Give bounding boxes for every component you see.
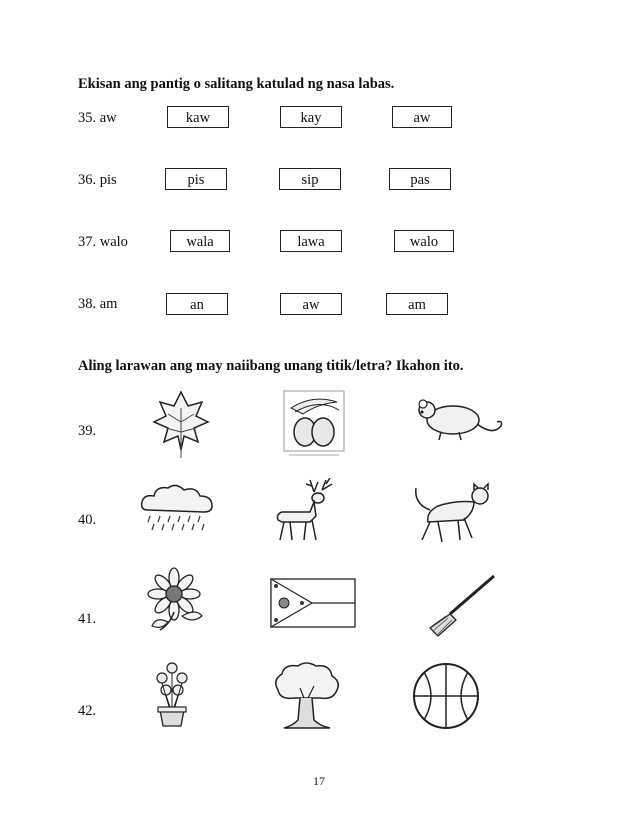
leaf-picture[interactable]	[150, 388, 212, 460]
mango-picture[interactable]	[283, 390, 345, 458]
ball-picture[interactable]	[410, 660, 482, 732]
sunflower-icon	[142, 566, 208, 636]
item-36-label: 36. pis	[78, 172, 117, 188]
item-35-label: 35. aw	[78, 110, 117, 126]
mango-icon	[283, 390, 345, 458]
item-38-label: 38. am	[78, 296, 118, 312]
item-36-choice-1[interactable]: pis	[165, 168, 227, 190]
philippine-flag-picture[interactable]	[270, 578, 356, 628]
broom-picture[interactable]	[424, 572, 500, 638]
leaf-icon	[150, 388, 212, 460]
ball-icon	[410, 660, 482, 732]
item-38-choice-3[interactable]: am	[386, 293, 448, 315]
item-37-choice-2[interactable]: lawa	[280, 230, 342, 252]
item-39-label: 39.	[78, 423, 97, 439]
cat-picture[interactable]	[406, 482, 496, 546]
item-42-label: 42.	[78, 703, 97, 719]
rose-pot-picture[interactable]	[136, 660, 208, 734]
item-40-label: 40.	[78, 512, 97, 528]
cat-icon	[406, 482, 496, 546]
mouse-picture[interactable]	[413, 396, 505, 446]
item-38-choice-2[interactable]: aw	[280, 293, 342, 315]
item-37-choice-3[interactable]: walo	[394, 230, 454, 252]
item-36-choice-2[interactable]: sip	[279, 168, 341, 190]
deer-picture[interactable]	[270, 478, 342, 544]
item-41-label: 41.	[78, 611, 97, 627]
broom-icon	[424, 572, 500, 638]
tree-icon	[270, 660, 344, 732]
item-37-choice-1[interactable]: wala	[170, 230, 230, 252]
tree-picture[interactable]	[270, 660, 344, 732]
mouse-icon	[413, 396, 505, 446]
sunflower-picture[interactable]	[142, 566, 208, 636]
page-number: 17	[313, 774, 325, 788]
item-35-choice-2[interactable]: kay	[280, 106, 342, 128]
item-37-label: 37. walo	[78, 234, 128, 250]
philippine-flag-icon	[270, 578, 356, 628]
item-35-choice-1[interactable]: kaw	[167, 106, 229, 128]
rain-cloud-picture[interactable]	[138, 482, 218, 534]
deer-icon	[270, 478, 342, 544]
item-38-choice-1[interactable]: an	[166, 293, 228, 315]
section2-instruction: Aling larawan ang may naiibang unang titik/letra? Ikahon ito.	[78, 358, 464, 374]
item-35-choice-3[interactable]: aw	[392, 106, 452, 128]
section1-instruction: Ekisan ang pantig o salitang katulad ng nasa labas.	[78, 76, 395, 92]
item-36-choice-3[interactable]: pas	[389, 168, 451, 190]
rose-pot-icon	[136, 660, 208, 734]
rain-cloud-icon	[138, 482, 218, 534]
